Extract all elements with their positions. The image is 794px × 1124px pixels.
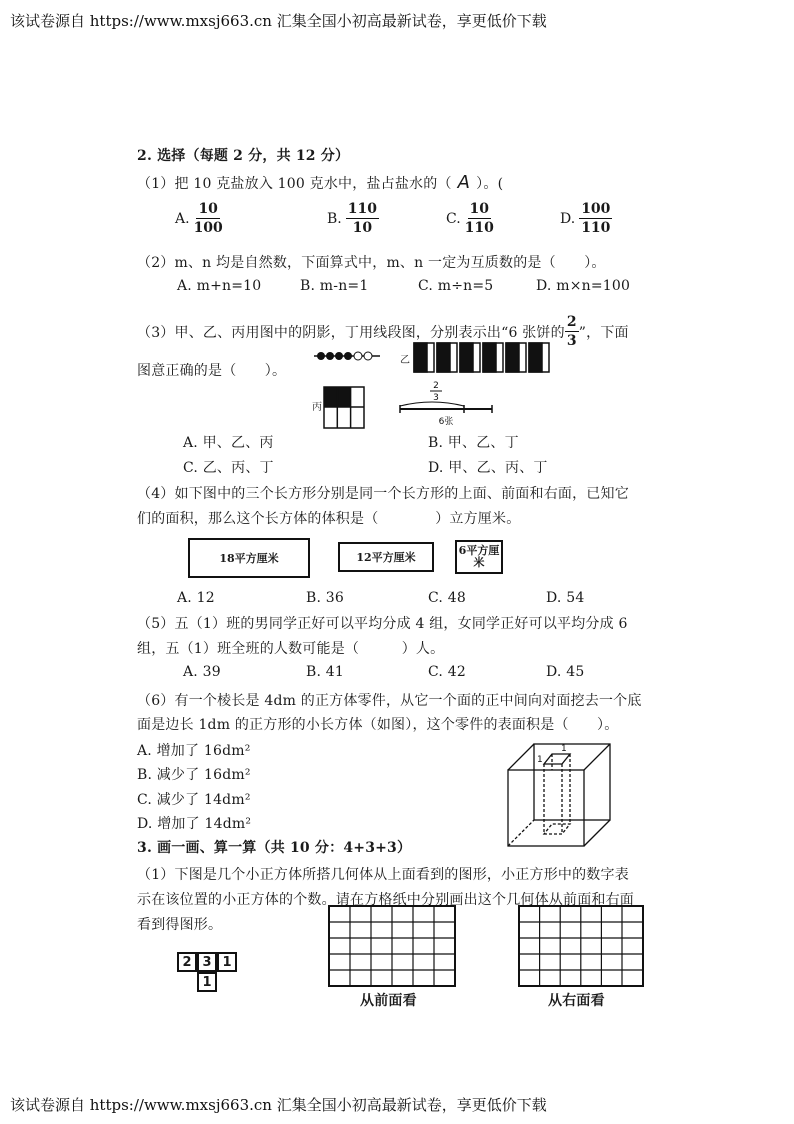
q4-box-top: 18平方厘米 — [188, 538, 310, 578]
q1-handwritten-answer: A — [457, 172, 471, 193]
q3-seg-num: 2 — [433, 381, 439, 391]
q5-option-d: D. 45 — [546, 664, 585, 680]
q3-figure-bing — [323, 386, 365, 430]
page-footer-source: 该试卷源自 https://www.mxsj663.cn 汇集全国小初高最新试卷，享更低价下载 — [10, 1096, 547, 1114]
q6-option-b: B. 减少了 16dm² — [137, 767, 251, 783]
q3-option-c: C. 乙、丙、丁 — [183, 460, 274, 476]
q3-seg-den: 3 — [433, 393, 439, 403]
section-3-title: 3. 画一画、算一算（共 10 分：4+3+3） — [137, 840, 412, 856]
s3-q1-stem-2: 示在该位置的小正方体的个数。请在方格纸中分别画出这个几何体从前面和右面 — [137, 892, 634, 908]
grid-front-view[interactable] — [328, 905, 456, 987]
q1-option-a: A. $\frac{10}{100}$ — [175, 201, 223, 236]
q4-box-front: 12平方厘米 — [338, 542, 434, 572]
q6-option-d: D. 增加了 14dm² — [137, 816, 252, 832]
q3-label-bing: 丙 — [312, 402, 322, 413]
q6-fig-label-side: 1 — [537, 755, 543, 765]
q6-stem: （6）有一个棱长是 4dm 的正方体零件，从它一个面的正中间向对面挖去一个底 — [137, 693, 642, 709]
q1-option-d: D. $\frac{100}{110}$ — [560, 201, 611, 236]
q3-stem: （3）甲、乙、丙用图中的阴影，丁用线段图，分别表示出“6 张饼的 $\frac{2}{3}$ ”，下面 — [137, 314, 629, 349]
top-view-cell-2: 3 — [197, 952, 217, 972]
q3-figure-yi — [413, 342, 551, 374]
q4-stem: （4）如下图中的三个长方形分别是同一个长方形的上面、前面和右面，已知它 — [137, 486, 629, 502]
q6-cube-figure — [500, 740, 616, 852]
q3-option-b: B. 甲、乙、丁 — [428, 435, 519, 451]
q5-option-c: C. 42 — [428, 664, 466, 680]
top-view-cell-1: 2 — [177, 952, 197, 972]
q3-figure-jia — [312, 348, 382, 364]
q1-option-c: C. $\frac{10}{110}$ — [446, 201, 494, 236]
q1-option-b: B. $\frac{110}{10}$ — [327, 201, 377, 236]
q4-option-d: D. 54 — [546, 590, 585, 606]
s3-q1-stem-3: 看到得图形。 — [137, 917, 223, 933]
q6-fig-label-top: 1 — [561, 744, 567, 754]
q6-option-c: C. 减少了 14dm² — [137, 792, 251, 808]
q5-stem: （5）五（1）班的男同学正好可以平均分成 4 组，女同学正好可以平均分成 6 — [137, 616, 628, 632]
q5-stem-2: 组，五（1）班全班的人数可能是（ ）人。 — [137, 641, 445, 657]
q4-box-right: 6平方厘米 — [455, 540, 503, 574]
grid-right-view[interactable] — [518, 905, 644, 987]
q3-option-a: A. 甲、乙、丙 — [183, 435, 274, 451]
q3-fraction: $\frac{2}{3}$ — [566, 314, 577, 349]
q4-stem-2: 们的面积，那么这个长方体的体积是（ ）立方厘米。 — [137, 511, 521, 527]
grid-right-label: 从右面看 — [548, 993, 605, 1009]
top-view-cell-4: 1 — [197, 972, 217, 992]
q2-option-c: C. m÷n=5 — [418, 278, 494, 294]
q4-option-b: B. 36 — [306, 590, 345, 606]
q4-option-a: A. 12 — [177, 590, 215, 606]
q3-label-yi: 乙 — [400, 355, 410, 366]
q2-stem: （2）m、n 均是自然数，下面算式中，m、n 一定为互质数的是（ ）。 — [137, 255, 606, 271]
q3-seg-bottom: 6张 — [438, 417, 454, 426]
q4-option-c: C. 48 — [428, 590, 466, 606]
q5-option-a: A. 39 — [183, 664, 221, 680]
q3-option-d: D. 甲、乙、丙、丁 — [428, 460, 548, 476]
section-2-title: 2. 选择（每题 2 分，共 12 分） — [137, 148, 350, 164]
q2-option-a: A. m+n=10 — [177, 278, 262, 294]
grid-front-label: 从前面看 — [360, 993, 417, 1009]
q3-stem-2: 图意正确的是（ ）。 — [137, 363, 287, 379]
q2-option-b: B. m-n=1 — [300, 278, 369, 294]
q2-option-d: D. m×n=100 — [536, 278, 631, 294]
q6-option-a: A. 增加了 16dm² — [137, 743, 251, 759]
q1-stem: （1）把 10 克盐放入 100 克水中，盐占盐水的（ A ）。( — [137, 172, 504, 193]
page-header-source: 该试卷源自 https://www.mxsj663.cn 汇集全国小初高最新试卷，享更低价下载 — [10, 12, 547, 30]
top-view-cell-3: 1 — [217, 952, 237, 972]
q5-option-b: B. 41 — [306, 664, 345, 680]
s3-q1-stem: （1）下图是几个小正方体所搭几何体从上面看到的图形，小正方形中的数字表 — [137, 867, 629, 883]
q3-figure-ding — [372, 380, 497, 426]
q6-stem-2: 面是边长 1dm 的正方形的小长方体（如图），这个零件的表面积是（ ）。 — [137, 717, 619, 733]
